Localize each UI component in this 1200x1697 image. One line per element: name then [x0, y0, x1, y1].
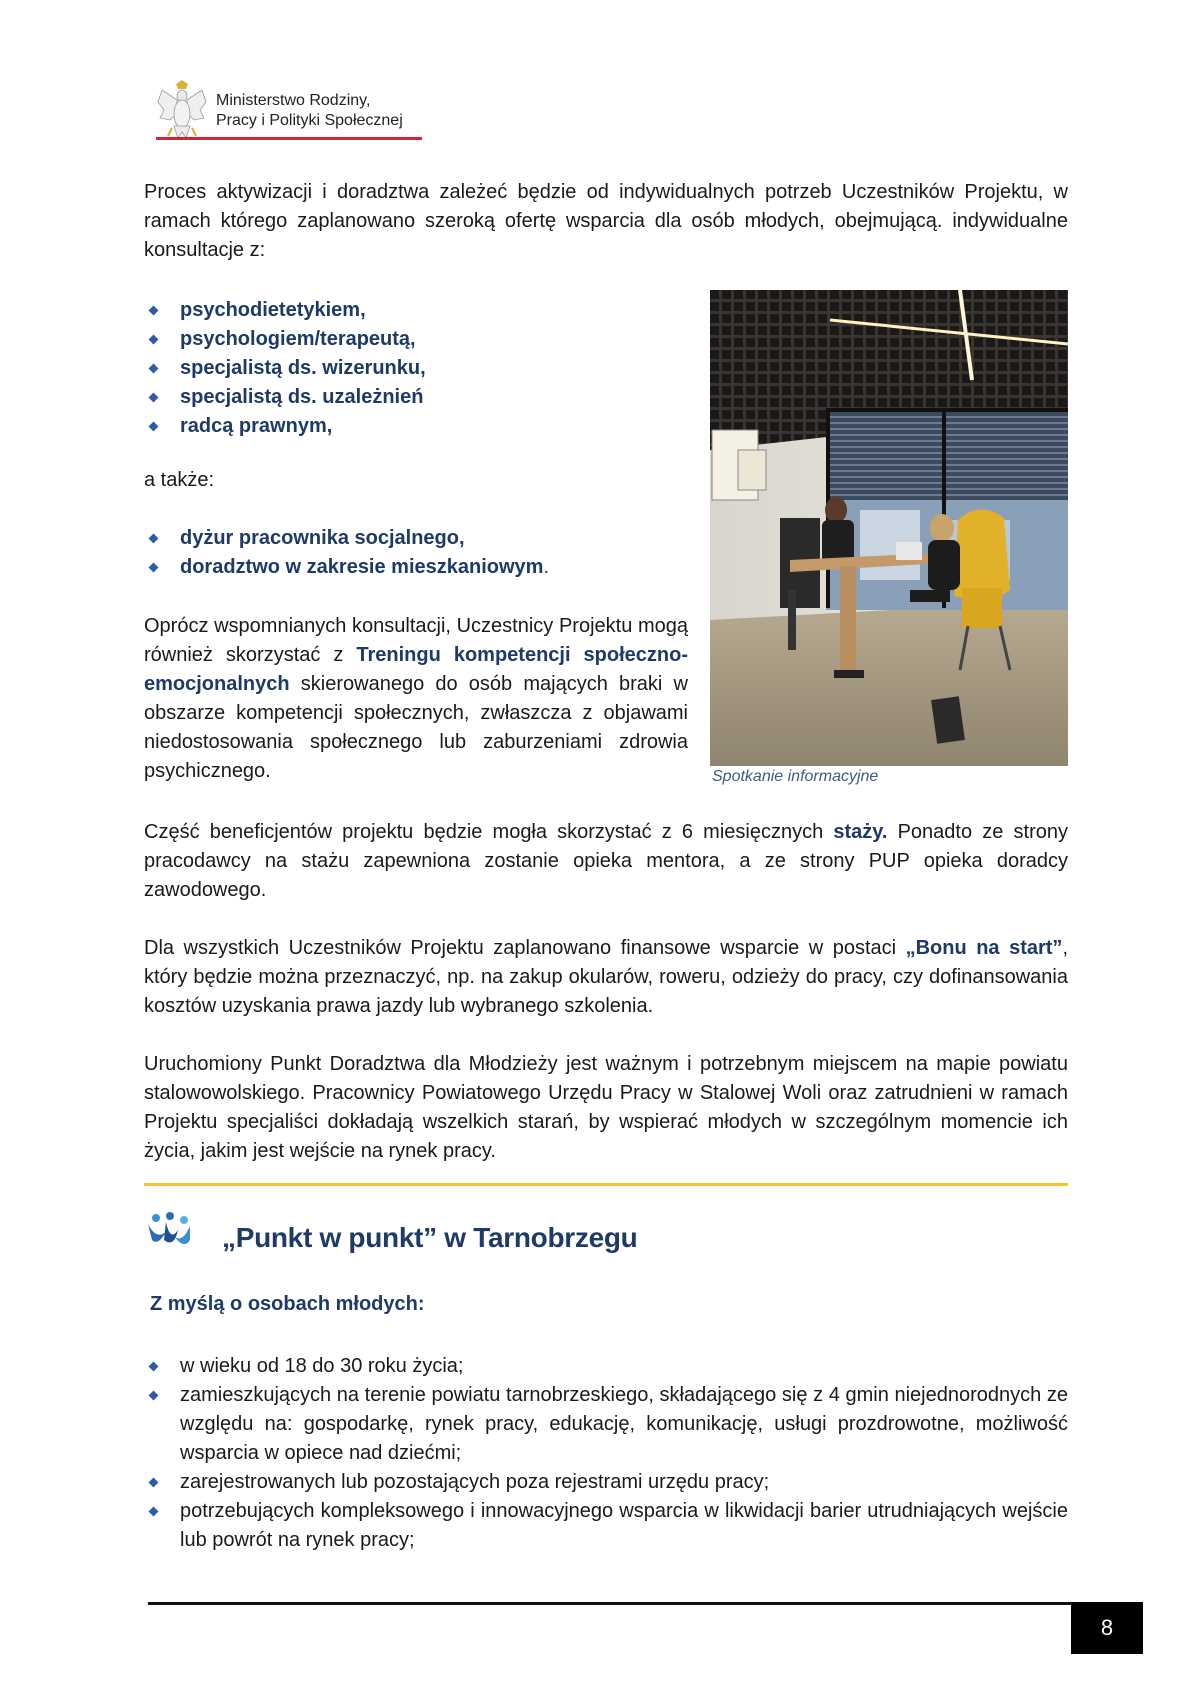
internship-highlight: staży.: [833, 821, 888, 843]
bonus-text-end: , który będzie można przeznaczyć, np. na zakup okularów, roweru, odzieży do pracy, czy dofinansowania kosztów uzyskania prawa jazdy lub wybranego szkolenia.: [144, 937, 1068, 1017]
internship-text: Część beneficjentów projektu będzie mogła skorzystać z 6 miesięcznych: [144, 821, 834, 843]
bonus-block: [144, 934, 1068, 1021]
training-text-end: skierowanego do osób mających braki w obszarze kompetencji społecznych, zwłaszcza z objawami niedostosowania społecznego lub zaburzeniami zdrowia psychicznego.: [144, 673, 688, 782]
ministry-name-line1: Ministerstwo Rodziny,: [216, 92, 371, 109]
also-label: a także:: [144, 469, 215, 491]
consultations-list: [144, 296, 704, 441]
target-group-block: [144, 1352, 1068, 1555]
ministry-name-line2: Pracy i Polityki Społecznej: [216, 112, 403, 129]
list-item: specjalistą ds. wizerunku,: [144, 354, 704, 383]
ministry-name: [216, 91, 403, 131]
also-list: [144, 524, 704, 582]
also-item-tail: .: [543, 556, 550, 578]
also-item-text: doradztwo w zakresie mieszkaniowym: [180, 556, 544, 578]
list-item: potrzebujących kompleksowego i innowacyjnego wsparcia w likwidacji barier utrudniających wejście lub powrót na rynek pracy;: [144, 1497, 1068, 1555]
training-paragraph: [144, 612, 688, 786]
consultations-block: [144, 296, 704, 441]
list-item: zamieszkujących na terenie powiatu tarnobrzeskiego, składającego się z 4 gmin niejednorodnych ze względu na: gospodarkę, rynek pracy, edukację, komunikację, usługi prozdrowotne, możliwość wsparcia w opiece nad dziećmi;: [144, 1381, 1068, 1468]
list-item: psychologiem/terapeutą,: [144, 325, 704, 354]
ceny-mlodych-logo-icon: [144, 1210, 194, 1266]
list-item: [144, 524, 704, 553]
training-highlight: Treningu kompetencji społeczno-emocjonalnych: [144, 644, 688, 695]
internship-paragraph: [144, 818, 1068, 905]
white-eagle-emblem-icon: [156, 80, 208, 142]
section-heading: [144, 1210, 637, 1266]
list-item: [144, 553, 704, 582]
closing-paragraph: Uruchomiony Punkt Doradztwa dla Młodzieży jest ważnym i potrzebnym miejscem na mapie powiatu stalowowolskiego. Pracownicy Powiatowego Urzędu Pracy w Stalowej Woli oraz zatrudnieni w ramach Projektu specjaliści dokładają wszelkich starań, by wspierać młodych w szczególnym momencie ich życia, jakim jest wejście na rynek pracy.: [144, 1053, 1068, 1162]
bonus-text: Dla wszystkich Uczestników Projektu zaplanowano finansowe wsparcie w postaci: [144, 937, 906, 959]
meeting-photo: [710, 290, 1068, 766]
also-item-text: dyżur pracownika socjalnego,: [180, 527, 465, 549]
header-red-rule: [156, 137, 422, 140]
photo-caption: Spotkanie informacyjne: [712, 768, 879, 785]
list-item: w wieku od 18 do 30 roku życia;: [144, 1352, 1068, 1381]
intro-paragraph: Proces aktywizacji i doradztwa zależeć będzie od indywidualnych potrzeb Uczestników Projektu, w ramach którego zaplanowano szeroką ofertę wsparcia dla osób młodych, obejmującą. indywidualne konsultacje z:: [144, 181, 1068, 261]
target-group-list: [144, 1352, 1068, 1555]
training-block: [144, 612, 688, 786]
section-subhead: Z myślą o osobach młodych:: [150, 1293, 425, 1315]
internship-text-end: Ponadto ze strony pracodawcy na stażu zapewniona zostanie opieka mentora, a ze strony PUP opieka doradcy zawodowego.: [144, 821, 1068, 901]
training-text: Oprócz wspomnianych konsultacji, Uczestnicy Projektu mogą również skorzystać z: [144, 615, 688, 666]
bonus-paragraph: [144, 934, 1068, 1021]
also-block: [144, 524, 704, 582]
ministry-header: [156, 80, 403, 142]
bonus-highlight: „Bonu na start”: [905, 937, 1063, 959]
closing-block: [144, 1050, 1068, 1166]
footer-rule: [148, 1602, 1072, 1605]
section-title: „Punkt w punkt” w Tarnobrzegu: [222, 1222, 638, 1253]
internship-block: [144, 818, 1068, 905]
list-item: zarejestrowanych lub pozostających poza rejestrami urzędu pracy;: [144, 1468, 1068, 1497]
list-item: specjalistą ds. uzależnień: [144, 383, 704, 412]
list-item: psychodietetykiem,: [144, 296, 704, 325]
list-item: radcą prawnym,: [144, 412, 704, 441]
section-divider: [144, 1183, 1068, 1186]
meeting-room-image: [710, 290, 1068, 766]
intro-block: [144, 178, 1068, 265]
page-number: 8: [1071, 1602, 1143, 1654]
